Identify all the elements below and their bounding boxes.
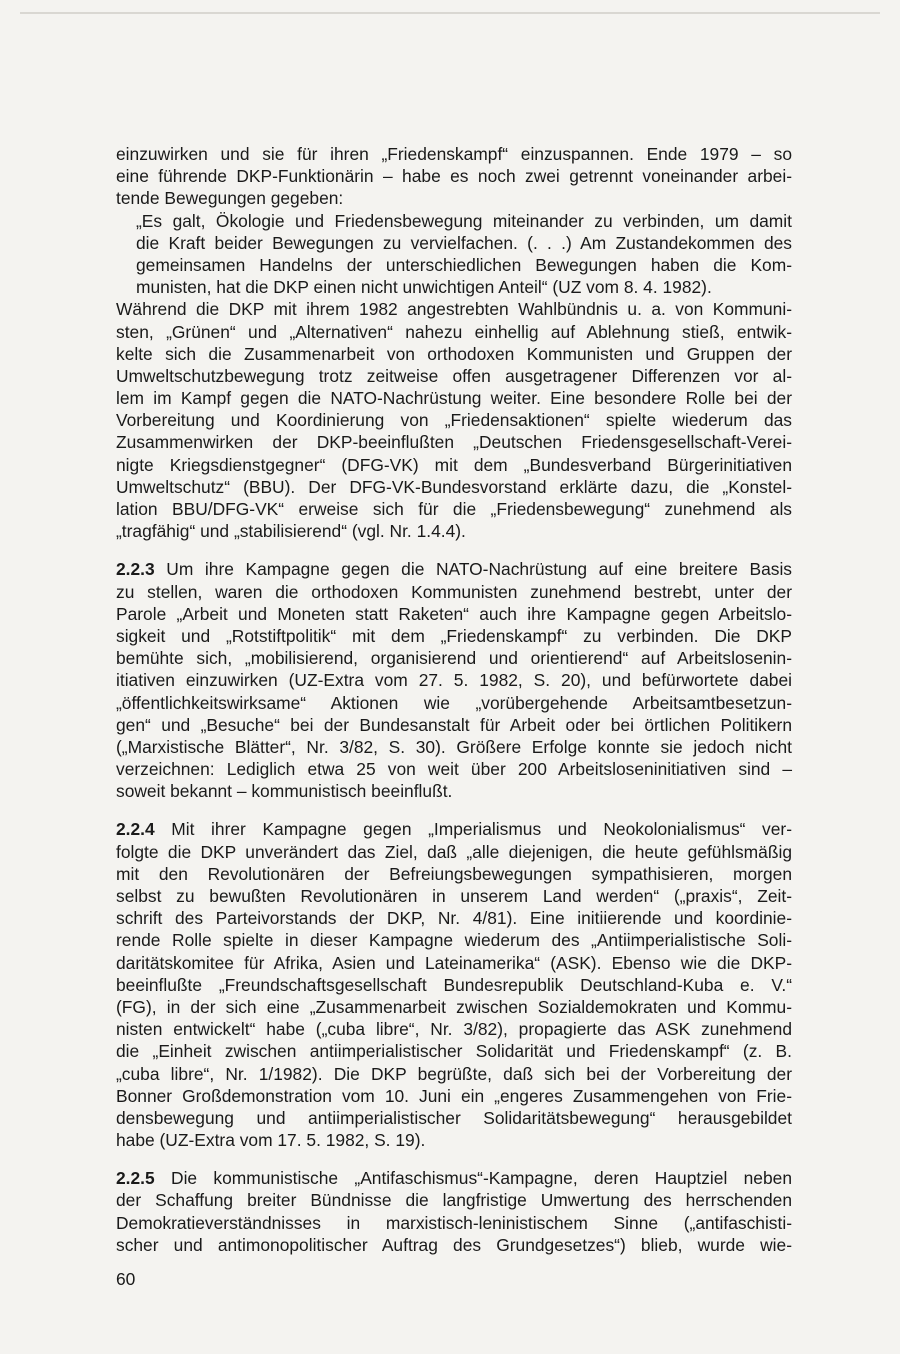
text-line [116,143,792,165]
paragraph [116,818,792,1151]
text-line [116,321,792,343]
line-text: sigkeit und „Rotstiftpolitik“ mit dem „Friedenskampf“ zu verbinden. Die DKP [116,625,792,646]
text-line [116,187,792,209]
line-text: lem im Kampf gegen die NATO-Nachrüstung weiter. Eine besondere Rolle bei der [116,388,792,409]
top-rule [20,12,880,14]
text-line [116,1129,792,1151]
line-text: habe (UZ-Extra vom 17. 5. 1982, S. 19). [116,1130,426,1151]
line-text: „öffentlichkeitswirksame“ Aktionen wie „vorübergehende Arbeitsamtbesetzun- [116,692,792,713]
line-text: kelte sich die Zusammenarbeit von orthodoxen Kommunisten und Gruppen der [116,343,792,364]
text-line [116,1018,792,1040]
line-text: der Schaffung breiter Bündnisse die langfristige Umwertung des herrschenden [116,1190,792,1211]
text-line [116,736,792,758]
text-line [116,1063,792,1085]
page-number: 60 [116,1269,136,1289]
section-number: 2.2.4 [116,819,155,840]
line-text: soweit bekannt – kommunistisch beeinflußt. [116,781,453,802]
line-text: „Es galt, Ökologie und Friedensbewegung miteinander zu verbinden, um damit [136,210,792,231]
line-text: rende Rolle spielte in dieser Kampagne wiederum des „Antiimperialistische Soli- [116,930,792,951]
line-text: die Kraft beider Bewegungen zu vervielfachen. (. . .) Am Zustandekommen des [136,232,792,253]
text-line [116,996,792,1018]
paragraph-gap [116,542,792,558]
text-line [116,276,792,298]
text-line [116,818,792,840]
line-text: itiativen einzuwirken (UZ-Extra vom 27. 5. 1982, S. 20), und befürwortete dabei [116,670,792,691]
line-text: bemühte sich, „mobilisierend, organisierend und orientierend“ auf Arbeitslosenin- [116,648,792,669]
section-number: 2.2.5 [116,1168,155,1189]
paragraph-gap [116,802,792,818]
line-text: daritätskomitee für Afrika, Asien und Lateinamerika“ (ASK). Ebenso wie die DKP- [116,952,792,973]
text-line [116,603,792,625]
text-line [116,841,792,863]
line-text: zu stellen, waren die orthodoxen Kommunisten zunehmend bestrebt, unter der [116,581,792,602]
line-text: beeinflußte „Freundschaftsgesellschaft Bundesrepublik Deutschland-Kuba e. V.“ [116,974,792,995]
line-text: tende Bewegungen gegeben: [116,188,344,209]
line-text: Umweltschutz“ (BBU). Der DFG-VK-Bundesvorstand erklärte dazu, die „Konstel- [116,476,792,497]
line-text: nigte Kriegsdienstgegner“ (DFG-VK) mit dem „Bundesverband Bürgerinitiativen [116,454,792,475]
paragraph [116,143,792,542]
line-text: mit den Revolutionären der Befreiungsbewegungen sympathisieren, morgen [116,863,792,884]
text-line [116,863,792,885]
text-line [116,365,792,387]
text-line [116,454,792,476]
line-text: verzeichnen: Lediglich etwa 25 von weit über 200 Arbeitsloseninitiativen sind – [116,759,792,780]
text-line [116,1212,792,1234]
line-text: schrift des Parteivorstands der DKP, Nr. 4/81). Eine initiierende und koordinie- [116,908,792,929]
text-line [116,387,792,409]
text-line [116,885,792,907]
text-line [116,1107,792,1129]
text-line [116,647,792,669]
text-line [116,714,792,736]
line-text: Parole „Arbeit und Moneten statt Raketen“ auch ihre Kampagne gegen Arbeitslo- [116,603,792,624]
line-text: Um ihre Kampagne gegen die NATO-Nachrüstung auf eine breitere Basis [154,559,792,580]
text-line [116,1234,792,1256]
line-text: gen“ und „Besuche“ bei der Bundesanstalt für Arbeit oder bei örtlichen Politikern [116,714,792,735]
text-line [116,498,792,520]
line-text: einzuwirken und sie für ihren „Friedenskampf“ einzuspannen. Ende 1979 – so [116,144,792,164]
text-line [116,625,792,647]
paragraph [116,558,792,802]
text-line [116,210,792,232]
line-text: „cuba libre“, Nr. 1/1982). Die DKP begrüßte, daß sich bei der Vorbereitung der [116,1063,792,1084]
text-line [116,476,792,498]
line-text: Bonner Großdemonstration vom 10. Juni ein „engeres Zusammengehen von Frie- [116,1085,792,1106]
text-line [116,431,792,453]
line-text: munisten, hat die DKP einen nicht unwichtigen Anteil“ (UZ vom 8. 4. 1982). [136,277,712,298]
text-line [116,558,792,580]
text-line [116,952,792,974]
text-line [116,343,792,365]
section-number: 2.2.3 [116,559,155,580]
text-line [116,669,792,691]
line-text: „tragfähig“ und „stabilisierend“ (vgl. Nr. 1.4.4). [116,521,466,542]
line-text: („Marxistische Blätter“, Nr. 3/82, S. 30). Größere Erfolge konnte sie jedoch nicht [116,736,792,757]
text-line [116,1085,792,1107]
line-text: Mit ihrer Kampagne gegen „Imperialismus und Neokolonialismus“ ver- [154,819,792,840]
line-text: die „Einheit zwischen antiimperialistischer Solidarität und Friedenskampf“ (z. B. [116,1041,792,1062]
text-line [116,1040,792,1062]
text-line [116,1167,792,1189]
text-line [116,165,792,187]
line-text: sten, „Grünen“ und „Alternativen“ nahezu einhellig auf Ablehnung stieß, entwik- [116,321,792,342]
line-text: Vorbereitung und Koordinierung von „Friedensaktionen“ spielte wiederum das [116,410,792,431]
line-text: lation BBU/DFG-VK“ erweise sich für die „Friedensbewegung“ zunehmend als [116,499,792,519]
paragraph [116,1167,792,1256]
line-text: Umweltschutzbewegung trotz zeitweise offen ausgetragener Differenzen vor al- [116,365,792,386]
paragraph-gap [116,1151,792,1167]
line-text: gemeinsamen Handelns der unterschiedlichen Bewegungen haben die Kom- [136,254,792,275]
text-line [116,692,792,714]
line-text: scher und antimonopolitischer Auftrag des Grundgesetzes“) blieb, wurde wie- [116,1234,792,1255]
text-line [116,758,792,780]
text-line [116,907,792,929]
line-text: nisten entwickelt“ habe („cuba libre“, Nr. 3/82), propagierte das ASK zunehmend [116,1019,792,1040]
line-text: eine führende DKP-Funktionärin – habe es noch zwei getrennt voneinander arbei- [116,166,792,187]
line-text: selbst zu bewußten Revolutionären in unserem Land werden“ („praxis“, Zeit- [116,886,792,906]
line-text: Die kommunistische „Antifaschismus“-Kampagne, deren Hauptziel neben [154,1168,792,1189]
text-line [116,581,792,603]
text-line [116,232,792,254]
text-line [116,974,792,996]
line-text: Zusammenwirken der DKP-beeinflußten „Deutschen Friedensgesellschaft-Verei- [116,432,792,453]
line-text: Während die DKP mit ihrem 1982 angestrebten Wahlbündnis u. a. von Kommuni- [116,299,792,320]
text-line [116,1189,792,1211]
line-text: Demokratieverständnisses in marxistisch-leninistischem Sinne („antifaschisti- [116,1212,792,1233]
text-line [116,254,792,276]
text-line [116,780,792,802]
document-body [116,143,792,1256]
line-text: densbewegung und antiimperialistischer Solidaritätsbewegung“ herausgebildet [116,1107,792,1128]
text-line [116,298,792,320]
text-line [116,520,792,542]
line-text: (FG), in der sich eine „Zusammenarbeit zwischen Sozialdemokraten und Kommu- [116,996,792,1017]
text-line [116,409,792,431]
text-line [116,929,792,951]
line-text: folgte die DKP unverändert das Ziel, daß „alle diejenigen, die heute gefühlsmäßig [116,841,792,862]
